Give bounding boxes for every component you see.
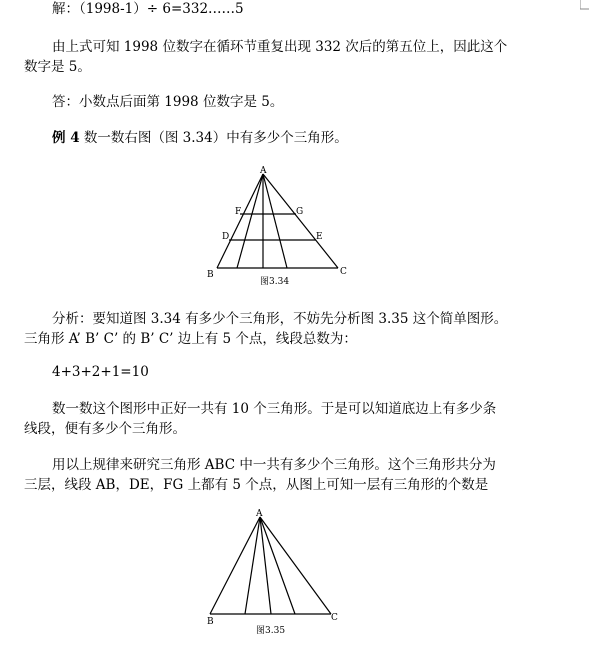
label-b: B xyxy=(207,270,214,280)
rule-line-2: 三层，线段 AB，DE，FG 上都有 5 个点，从图上可知一层有三角形的个数是 xyxy=(24,477,489,493)
edge-ab xyxy=(217,174,263,268)
explanation-line-1: 由上式可知 1998 位数字在循环节重复出现 332 次后的第五位上，因此这个 xyxy=(52,39,508,55)
sum-line: 4+3+2+1=10 xyxy=(52,364,149,380)
rule-line-1: 用以上规律来研究三角形 ABC 中一共有多少个三角形。这个三角形共分为 xyxy=(52,457,496,473)
label-c: C xyxy=(331,613,338,623)
figure-caption: 图3.35 xyxy=(256,626,286,636)
example-label: 例 4 xyxy=(52,130,80,146)
label-g: G xyxy=(296,207,304,217)
figure-3-34 xyxy=(205,164,365,292)
label-d: D xyxy=(222,232,230,242)
label-a: A xyxy=(260,166,267,176)
count-line-2: 线段，便有多少个三角形。 xyxy=(24,421,186,437)
count-line-1: 数一数这个图形中正好一共有 10 个三角形。于是可以知道底边上有多少条 xyxy=(52,401,497,417)
label-e: E xyxy=(316,232,323,242)
analysis-line-2: 三角形 A’ B’ C’ 的 B’ C’ 边上有 5 个点，线段总数为： xyxy=(24,331,357,347)
corner-crop-mark xyxy=(580,0,590,10)
solution-line: 解：（1998-1）÷ 6=332……5 xyxy=(52,1,244,17)
example-text: 数一数右图（图 3.34）中有多少个三角形。 xyxy=(79,130,348,146)
edge-ac xyxy=(263,174,338,268)
label-c: C xyxy=(340,267,347,277)
analysis-line-1: 分析：要知道图 3.34 有多少个三角形，不妨先分析图 3.35 这个简单图形。 xyxy=(52,311,508,327)
figure-caption: 图3.34 xyxy=(260,277,290,287)
label-a: A xyxy=(256,509,263,519)
answer-line: 答：小数点后面第 1998 位数字是 5。 xyxy=(52,94,284,110)
edge-ac xyxy=(260,517,331,614)
figure-3-35 xyxy=(198,505,348,640)
explanation-line-2: 数字是 5。 xyxy=(24,59,91,75)
label-f: F xyxy=(235,207,242,217)
example-4-heading xyxy=(52,129,348,147)
label-b: B xyxy=(207,617,214,627)
cevian-1 xyxy=(237,174,263,268)
